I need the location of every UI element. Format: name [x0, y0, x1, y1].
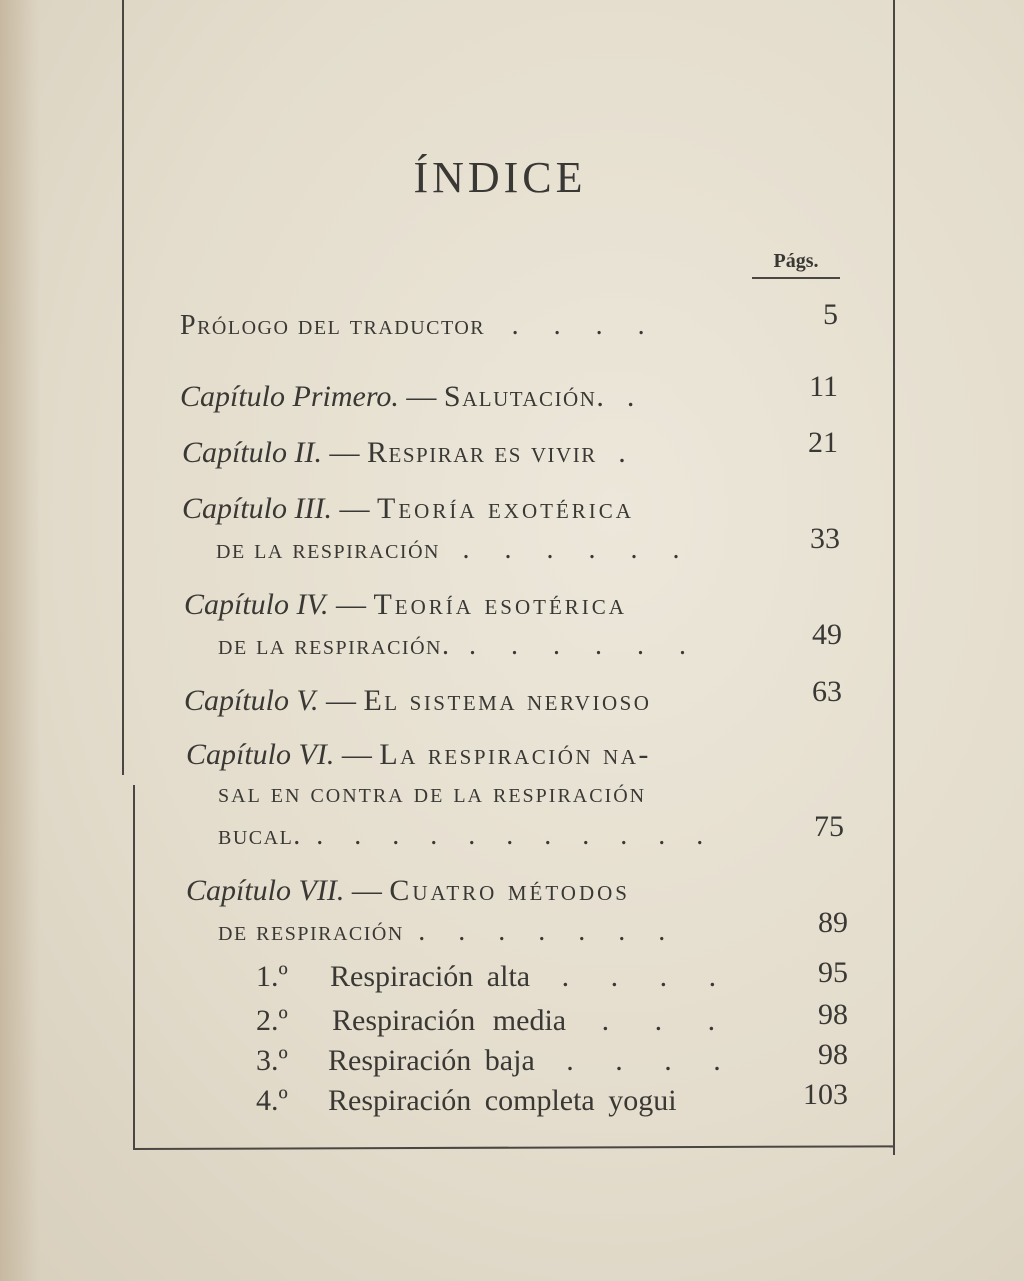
frame-left-rule-lower	[133, 785, 135, 1150]
dash: —	[329, 436, 360, 469]
page-number: 11	[809, 370, 838, 403]
chapter-label: Capítulo IV.	[184, 588, 329, 621]
leader-dots: . . .	[601, 1004, 730, 1037]
subentry-label: Respiración baja	[328, 1044, 535, 1077]
leader-dots: . . . .	[511, 310, 659, 341]
toc-subentry-2	[332, 1004, 729, 1038]
leader-dots: . . . . . .	[468, 630, 700, 661]
pages-column-rule	[752, 277, 840, 279]
frame-left-rule-upper	[122, 0, 124, 775]
toc-entry-chapter-4	[184, 588, 627, 622]
leader-dots: .	[618, 436, 640, 469]
leader-dots: . . . .	[566, 1044, 735, 1077]
leader-dots: .	[626, 380, 649, 413]
chapter-label: Capítulo Primero.	[180, 380, 399, 413]
page-number: 63	[812, 675, 842, 708]
page-number: 21	[808, 426, 838, 459]
toc-subentry-3	[328, 1044, 735, 1078]
page-number: 98	[818, 998, 848, 1031]
chapter-label: Capítulo III.	[182, 492, 332, 525]
leader-dots: . . . . . .	[462, 534, 694, 565]
page-number: 103	[803, 1078, 848, 1111]
entry-label-cont: sal en contra de la respiración	[218, 778, 647, 809]
toc-entry-chapter-7	[186, 874, 630, 908]
subentry-label: Respiración alta	[330, 960, 531, 993]
toc-entry-chapter-7-cont	[218, 916, 678, 948]
toc-entry-chapter-4-cont	[218, 630, 700, 662]
toc-entry-chapter-3	[182, 492, 634, 526]
toc-entry-prologo	[180, 310, 659, 342]
entry-label-cont: de respiración	[218, 916, 404, 947]
dash: —	[325, 684, 356, 717]
page-number: 89	[818, 906, 848, 939]
page-number: 49	[812, 618, 842, 651]
entry-label: La respiración na-	[379, 738, 651, 771]
page-number: 5	[823, 298, 838, 331]
entry-label: Teoría esotérica	[373, 588, 627, 621]
page-edge-shadow	[0, 0, 40, 1281]
dash: —	[339, 492, 370, 525]
toc-entry-chapter-6-cont	[218, 778, 646, 810]
leader-dots: . . . .	[561, 960, 731, 993]
entry-label: Teoría exotérica	[377, 492, 634, 525]
subentry-number: 3.º	[256, 1044, 288, 1077]
subentry-number: 2.º	[256, 1004, 288, 1037]
entry-label-cont: bucal.	[218, 820, 302, 851]
entry-label: Salutación.	[443, 380, 606, 413]
toc-subentry-4	[328, 1084, 677, 1118]
frame-right-rule	[893, 0, 895, 1155]
chapter-label: Capítulo II.	[182, 436, 322, 469]
entry-label-cont: de la respiración	[216, 534, 440, 565]
page-number: 33	[810, 522, 840, 555]
toc-entry-chapter-6-cont2	[218, 820, 715, 852]
dash: —	[406, 380, 437, 413]
toc-subentry-1	[330, 960, 730, 994]
chapter-label: Capítulo VII.	[186, 874, 345, 907]
entry-label: Respirar es vivir	[367, 436, 597, 469]
subentry-number: 4.º	[256, 1084, 288, 1117]
entry-label: Prólogo del traductor	[180, 310, 486, 341]
chapter-label: Capítulo VI.	[186, 738, 335, 771]
chapter-label: Capítulo V.	[184, 684, 319, 717]
toc-entry-chapter-6	[186, 738, 651, 772]
leader-dots: . . . . . . .	[418, 916, 679, 947]
page-number: 98	[818, 1038, 848, 1071]
toc-entry-chapter-5	[184, 684, 651, 718]
index-title: ÍNDICE	[413, 153, 587, 202]
subentry-label: Respiración completa yogui	[328, 1084, 677, 1117]
toc-entry-chapter-2	[182, 436, 640, 470]
entry-label-cont: de la respiración.	[218, 630, 451, 661]
leader-dots: . . . . . . . . . . .	[316, 820, 716, 851]
dash: —	[335, 588, 366, 621]
dash: —	[351, 874, 382, 907]
entry-label: Cuatro métodos	[389, 874, 630, 907]
pages-column-header: Págs.	[773, 250, 819, 272]
entry-label: El sistema nervioso	[363, 684, 652, 717]
page-number: 75	[814, 810, 844, 843]
toc-entry-chapter-3-cont	[216, 534, 693, 566]
subentry-label: Respiración media	[332, 1004, 567, 1037]
subentry-number: 1.º	[256, 960, 288, 993]
page-number: 95	[818, 956, 848, 989]
toc-entry-chapter-1	[180, 380, 648, 414]
dash: —	[341, 738, 372, 771]
